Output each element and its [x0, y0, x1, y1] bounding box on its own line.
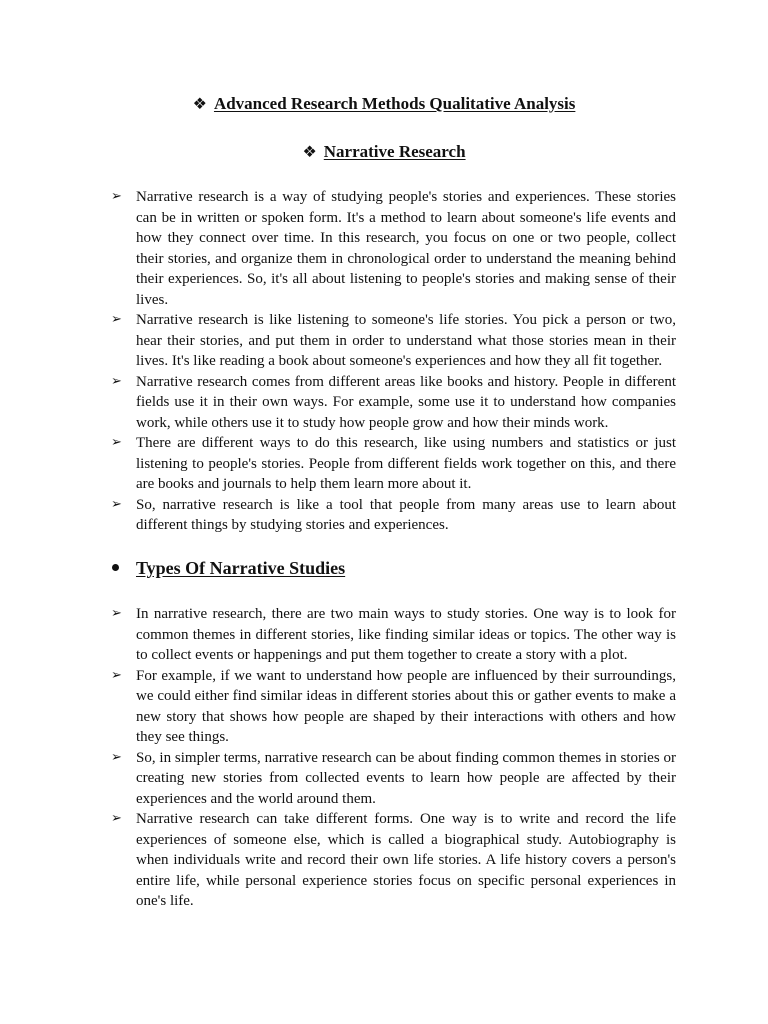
list-item: [0, 809, 768, 912]
document-subtitle-text: Narrative Research: [323, 142, 466, 161]
arrow-bullet-icon: ➢: [111, 811, 122, 826]
arrow-bullet-icon: ➢: [111, 667, 122, 683]
paragraph-text: In narrative research, there are two main ways to study stories. One way is to look for common themes in different stories, like finding similar ideas or topics. The other way is to collect events or happenings and put them together to create a story with a plot.: [136, 606, 676, 663]
paragraph-text: Narrative research can take different forms. One way is to write and record the life experiences of someone else, which is called a biographical study. Autobiography is when individuals write and record their own life stories. A life history covers a person's entire life, while personal experience stories focus on specific personal experiences in one's life.: [136, 811, 676, 909]
arrow-bullet-icon: ➢: [111, 189, 122, 204]
document-title: [0, 93, 768, 116]
list-item: [0, 187, 768, 310]
paragraph-text: So, narrative research is like a tool that people from many areas use to learn about different things by studying stories and experiences.: [136, 496, 676, 533]
list-item: [0, 372, 768, 434]
list-item: [0, 748, 768, 810]
list-item: [0, 310, 768, 372]
arrow-bullet-icon: ➢: [111, 496, 122, 512]
arrow-bullet-icon: ➢: [111, 312, 122, 327]
section-title: Types Of Narrative Studies: [136, 558, 346, 578]
document-title-text: Advanced Research Methods Qualitative Analysis: [213, 94, 576, 113]
paragraph-text: For example, if we want to understand how people are influenced by their surroundings, we could either find similar ideas in different stories about this or gather events to make a new story that shows how people are shaped by their interactions with others and how they see things.: [136, 667, 676, 745]
types-list: [0, 604, 768, 912]
round-bullet-icon: [112, 564, 119, 571]
diamond-bullet-icon: ❖: [192, 96, 207, 113]
list-item: [0, 666, 768, 748]
document-subtitle: [0, 141, 768, 164]
list-item: [0, 433, 768, 495]
paragraph-text: So, in simpler terms, narrative research can be about finding common themes in stories or creating new stories from collected events to learn how people are affected by their experiences and the world around them.: [136, 749, 676, 807]
paragraph-text: Narrative research is like listening to someone's life stories. You pick a person or two, hear their stories, and put them in order to understand what those stories mean in their lives. It's like reading a book about someone's experiences and how they all fit together.: [136, 312, 676, 369]
arrow-bullet-icon: ➢: [111, 435, 122, 450]
list-item: [0, 495, 768, 536]
arrow-bullet-icon: ➢: [111, 749, 122, 765]
section-heading: [0, 556, 768, 580]
paragraph-text: Narrative research is a way of studying people's stories and experiences. These stories can be in written or spoken form. It's a method to learn about someone's life events and how they connect over time. In this research, you focus on one or two people, collect their stories, and organize them in chronological order to understand the meaning behind their experiences. So, it's all about listening to people's stories and making sense of their lives.: [136, 189, 676, 308]
arrow-bullet-icon: ➢: [111, 373, 122, 389]
paragraph-text: There are different ways to do this research, like using numbers and statistics or just listening to people's stories. People from different fields work together on this, and there are books and journals to help them learn more about it.: [136, 435, 676, 492]
intro-list: [0, 187, 768, 536]
diamond-bullet-icon: ❖: [302, 144, 317, 161]
list-item: [0, 604, 768, 666]
arrow-bullet-icon: ➢: [111, 606, 122, 621]
paragraph-text: Narrative research comes from different areas like books and history. People in different fields use it in their own ways. For example, some use it to understand how companies work, while others use it to study how people grow and how their minds work.: [136, 373, 676, 431]
